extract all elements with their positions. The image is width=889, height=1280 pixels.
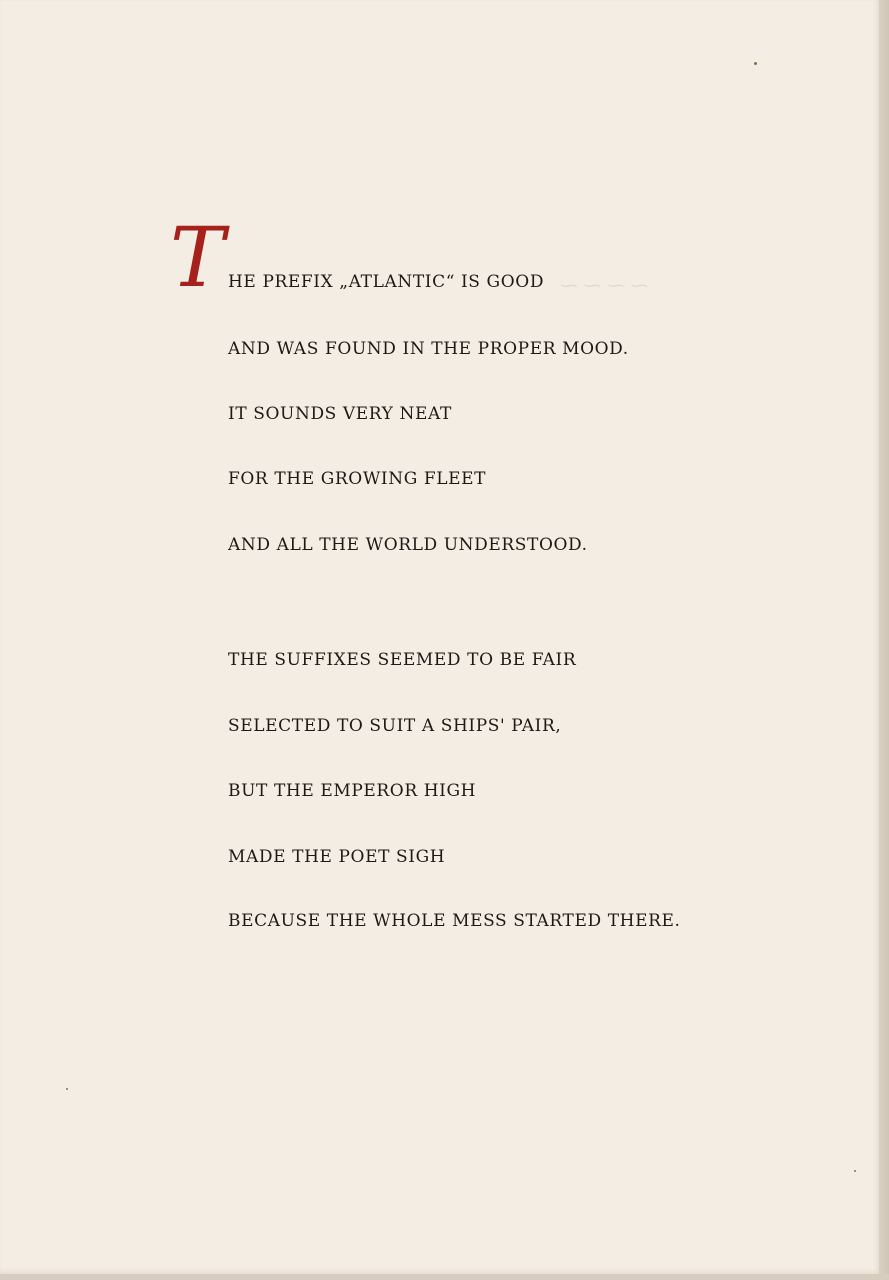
show-through-ghost-text: ⁓ ⁓ ⁓ ⁓ xyxy=(560,276,648,296)
page-edge-right xyxy=(879,0,889,1280)
page-edge-bottom xyxy=(0,1274,889,1280)
paper-speck xyxy=(854,1170,856,1172)
poem-line: AND WAS FOUND IN THE PROPER MOOD. xyxy=(228,339,629,359)
paper-speck xyxy=(754,62,757,65)
poem-line: BUT THE EMPEROR HIGH xyxy=(228,781,477,801)
poem-line: MADE THE POET SIGH xyxy=(228,847,446,867)
poem-line: IT SOUNDS VERY NEAT xyxy=(228,404,452,424)
poem-line: BECAUSE THE WHOLE MESS STARTED THERE. xyxy=(228,911,681,931)
poem-line: THE SUFFIXES SEEMED TO BE FAIR xyxy=(228,650,577,670)
paper-speck xyxy=(66,1088,68,1090)
poem-line: HE PREFIX „ATLANTIC“ IS GOOD xyxy=(228,272,545,292)
poem-line: FOR THE GROWING FLEET xyxy=(228,469,487,489)
drop-cap: T xyxy=(170,211,225,306)
poem-line: SELECTED TO SUIT A SHIPS' PAIR, xyxy=(228,716,562,736)
poem-line: AND ALL THE WORLD UNDERSTOOD. xyxy=(228,535,588,555)
